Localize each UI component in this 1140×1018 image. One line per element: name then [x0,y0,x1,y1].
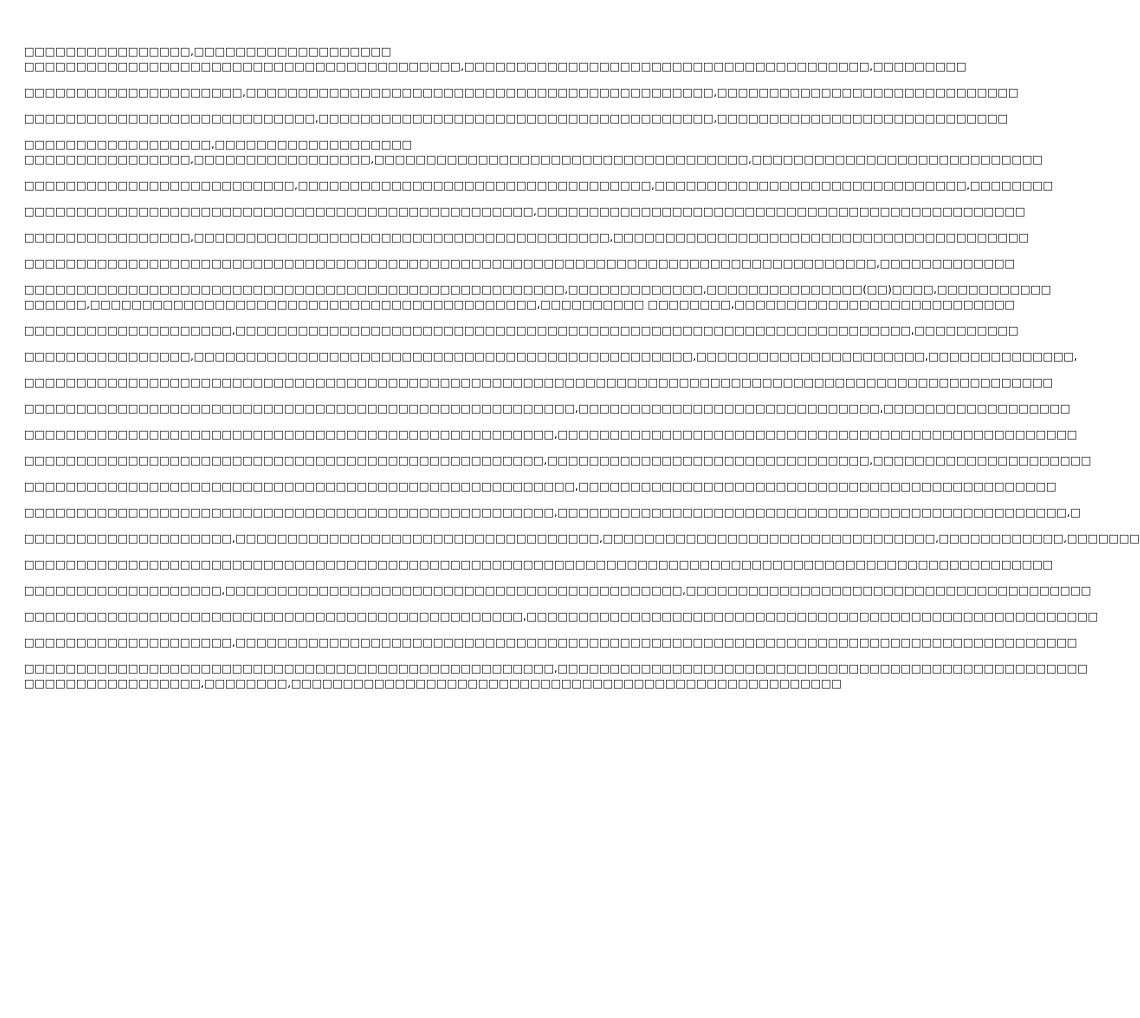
text-line: □□□□□□□□□□□□□□□□□□□□□□□□□□□□□□□□□□□□□□□□□□□□□□□□□□□□□□□□□□□□□□□□□□□□□□□□□□□□□□□□□□□□□□□□□□□□□□□□□□□ [24,558,1053,571]
text-line: □□□□□□□□□□□□□□□□□□□□□□□□□□□□□□□□□□□□□□□□□□□□□□□□□□□,□□□□□□□□□□□□□□□□□□□□□□□□□□□□□□□□□□□□□□□□□□□□□□□□□,□ [24,506,1081,519]
paragraph [24,609,1098,624]
paragraph-gap [24,546,704,557]
text-line: □□□□□□□□□□□□□□□□,□□□□□□□□□□□□□□□□□□□ [24,45,392,58]
paragraph-gap [24,390,704,401]
paragraph [24,557,1053,572]
paragraph [24,230,1029,245]
text-line: □□□□□□□□□□□□□□□□□□,□□□□□□□□□□□□□□□□□□□ [24,138,413,151]
paragraph [24,635,1078,650]
paragraph [24,401,1071,416]
text-line: □□□□□□□□□□□□□□□□□□□□□□□□□□□□□□□□□□□□□□□□□□□□□□□□□,□□□□□□□□□□□□□□□□□□□□□□□□□□□□□□□□□□□□□□□□□□□□□□□ [24,205,1026,218]
text-line: □□□□□□□□□□□□□□□□□□□□,□□□□□□□□□□□□□□□□□□□□□□□□□□□□□□□□□□□□□□□□□□□□□□□□□□□□□□□□□□□□□□□□□□□□□□□□□□□□□□□□□ [24,636,1078,649]
document-body [24,44,1140,691]
text-line: □□□□□□□□□□□□□□□□□□□□□□□□□□□□□□□□□□□□□□□□□□□□□□□□□□□□□,□□□□□□□□□□□□□□□□□□□□□□□□□□□□□□□□□□□□□□□□□□□□□□ [24,480,1057,493]
text-line: □□□□□□□□□□□□□□□□□□□□□□□□□□□□□□□□□□□□□□□□□□□□□□□□□□□□,□□□□□□□□□□□□□,□□□□□□□□□□□□□□□(□□)□□□□,□□□□□□□□□□□ [24,283,1052,296]
paragraph [24,137,1043,167]
text-line: □□□□□□□□□□□□□□□□□□□□□□□□□□□□□□□□□□□□□□□□□□□□□□□□□□□□□,□□□□□□□□□□□□□□□□□□□□□□□□□□□□□,□□□□□□□□□□□□□□□□□□ [24,402,1071,415]
text-line: □□□□□□□□□□□□□□□□□□□□□□□□□□□□,□□□□□□□□□□□□□□□□□□□□□□□□□□□□□□□□□□□□□□,□□□□□□□□□□□□□□□□□□□□□□□□□□□□ [24,112,1008,125]
paragraph-gap [24,219,704,230]
text-line: □□□□□□□□□□□□□□□□□□□□□□□□□□□□□□□□□□□□□□□□□□□□□□□□□□□□□□□□□□□□□□□□□□□□□□□□□□□□□□□□□□□□□□□□□□□□□□□□□□□ [24,376,1053,389]
paragraph-gap [24,364,704,375]
text-line: □□□□□□□□□□□□□□□□,□□□□□□□□□□□□□□□□□□□□□□□□□□□□□□□□□□□□□□□□□□□□□□□□,□□□□□□□□□□□□□□□□□□□□□□,□□□□□□□□□□□□□□, [24,350,1078,363]
paragraph-gap [24,338,704,349]
text-line: □□□□□□□□□□□□□□□□□□□□□□□□□□,□□□□□□□□□□□□□□□□□□□□□□□□□□□□□□□□□□,□□□□□□□□□□□□□□□□□□□□□□□□□□□□□□,□□□□□□□□ [24,179,1054,192]
paragraph [24,256,1015,271]
text-line: □□□□□□□□□□□□□□□□□□□□,□□□□□□□□□□□□□□□□□□□□□□□□□□□□□□□□□□□□□□□□□□□□□□□□□□□□□□□□□□□□□□□□□,□□□□□□□□□□ [24,324,1019,337]
text-line: □□□□□□□□□□□□□□□□□,□□□□□□□□,□□□□□□□□□□□□□□□□□□□□□□□□□□□□□□□□□□□□□□□□□□□□□□□□□□□□□ [24,677,842,690]
text-line: □□□□□□□□□□□□□□□□□□□□□,□□□□□□□□□□□□□□□□□□□□□□□□□□□□□□□□□□□□□□□□□□□□□,□□□□□□□□□□□□□□□□□□□□□□□□□□□□□ [24,86,1019,99]
paragraph-gap [24,312,704,323]
paragraph-gap [24,271,704,282]
text-line: □□□□□□□□□□□□□□□□,□□□□□□□□□□□□□□□□□□□□□□□□□□□□□□□□□□□□□□□□,□□□□□□□□□□□□□□□□□□□□□□□□□□□□□□□□□□□□□□□□ [24,231,1029,244]
paragraph-gap [24,572,704,583]
paragraph [24,323,1019,338]
paragraph [24,178,1054,193]
paragraph [24,349,1078,364]
text-line: □□□□□□□□□□□□□□□□□□□□□□□□□□□□□□□□□□□□□□□□□□□□□□□□□□□□□□□□□□□□□□□□□□□□□□□□□□□□□□□□□□,□□□□□□□□□□□□□ [24,257,1015,270]
text-line: □□□□□□□□□□□□□□□□□□□□□□□□□□□□□□□□□□□□□□□□□□,□□□□□□□□□□□□□□□□□□□□□□□□□□□□□□□□□□□□□□□,□□□□□□□□□ [24,60,967,73]
paragraph-gap [24,520,704,531]
paragraph-gap [24,468,704,479]
paragraph-gap [24,167,704,178]
paragraph [24,282,1052,312]
paragraph-gap [24,442,704,453]
paragraph-gap [24,126,704,137]
paragraph [24,375,1053,390]
paragraph [24,204,1026,219]
paragraph-gap [24,74,704,85]
text-line: □□□□□□□□□□□□□□□□□□□□□□□□□□□□□□□□□□□□□□□□□□□□□□□□□□□,□□□□□□□□□□□□□□□□□□□□□□□□□□□□□□□□□□□□□□□□□□□□□□□□□□ [24,428,1078,441]
paragraph-gap [24,100,704,111]
paragraph [24,111,1008,126]
paragraph [24,44,967,74]
paragraph [24,453,1092,468]
text-line: □□□□□□□□□□□□□□□□□□□□□□□□□□□□□□□□□□□□□□□□□□□□□□□□□□□,□□□□□□□□□□□□□□□□□□□□□□□□□□□□□□□□□□□□□□□□□□□□□□□□□□□ [24,662,1088,675]
text-line: □□□□□□,□□□□□□□□□□□□□□□□□□□□□□□□□□□□□□□□□□□□□□□□□□□,□□□□□□□□□□ □□□□□□□□,□□□□□□□□□□□□□□□□□□□□□□□□□□□ [24,298,1015,311]
paragraph-gap [24,624,704,635]
text-line: □□□□□□□□□□□□□□□□□□□,□□□□□□□□□□□□□□□□□□□□□□□□□□□□□□□□□□□□□□□□□□□□,□□□□□□□□□□□□□□□□□□□□□□□□□□□□□□□□□□□□□□□ [24,584,1092,597]
text-line: □□□□□□□□□□□□□□□□□□□□□□□□□□□□□□□□□□□□□□□□□□□□□□□□,□□□□□□□□□□□□□□□□□□□□□□□□□□□□□□□□□□□□□□□□□□□□□□□□□□□□□□□ [24,610,1098,623]
paragraph-gap [24,598,704,609]
paragraph-gap [24,245,704,256]
text-line: □□□□□□□□□□□□□□□□,□□□□□□□□□□□□□□□□□,□□□□□□□□□□□□□□□□□□□□□□□□□□□□□□□□□□□□,□□□□□□□□□□□□□□□□□□□□□□□□□□□□ [24,153,1043,166]
text-line: □□□□□□□□□□□□□□□□□□□□,□□□□□□□□□□□□□□□□□□□□□□□□□□□□□□□□□□□,□□□□□□□□□□□□□□□□□□□□□□□□□□□□□□□□,□□□□□□□□□□□□,□□□□□□□ [24,532,1140,545]
paragraph-gap [24,416,704,427]
paragraph [24,661,1088,691]
paragraph-gap [24,650,704,661]
paragraph [24,427,1078,442]
paragraph-gap [24,193,704,204]
paragraph [24,505,1081,520]
paragraph-gap [24,494,704,505]
paragraph [24,583,1092,598]
paragraph [24,531,1140,546]
paragraph [24,85,1019,100]
paragraph [24,479,1057,494]
text-line: □□□□□□□□□□□□□□□□□□□□□□□□□□□□□□□□□□□□□□□□□□□□□□□□□□,□□□□□□□□□□□□□□□□□□□□□□□□□□□□□□□,□□□□□□□□□□□□□□□□□□□□□ [24,454,1092,467]
